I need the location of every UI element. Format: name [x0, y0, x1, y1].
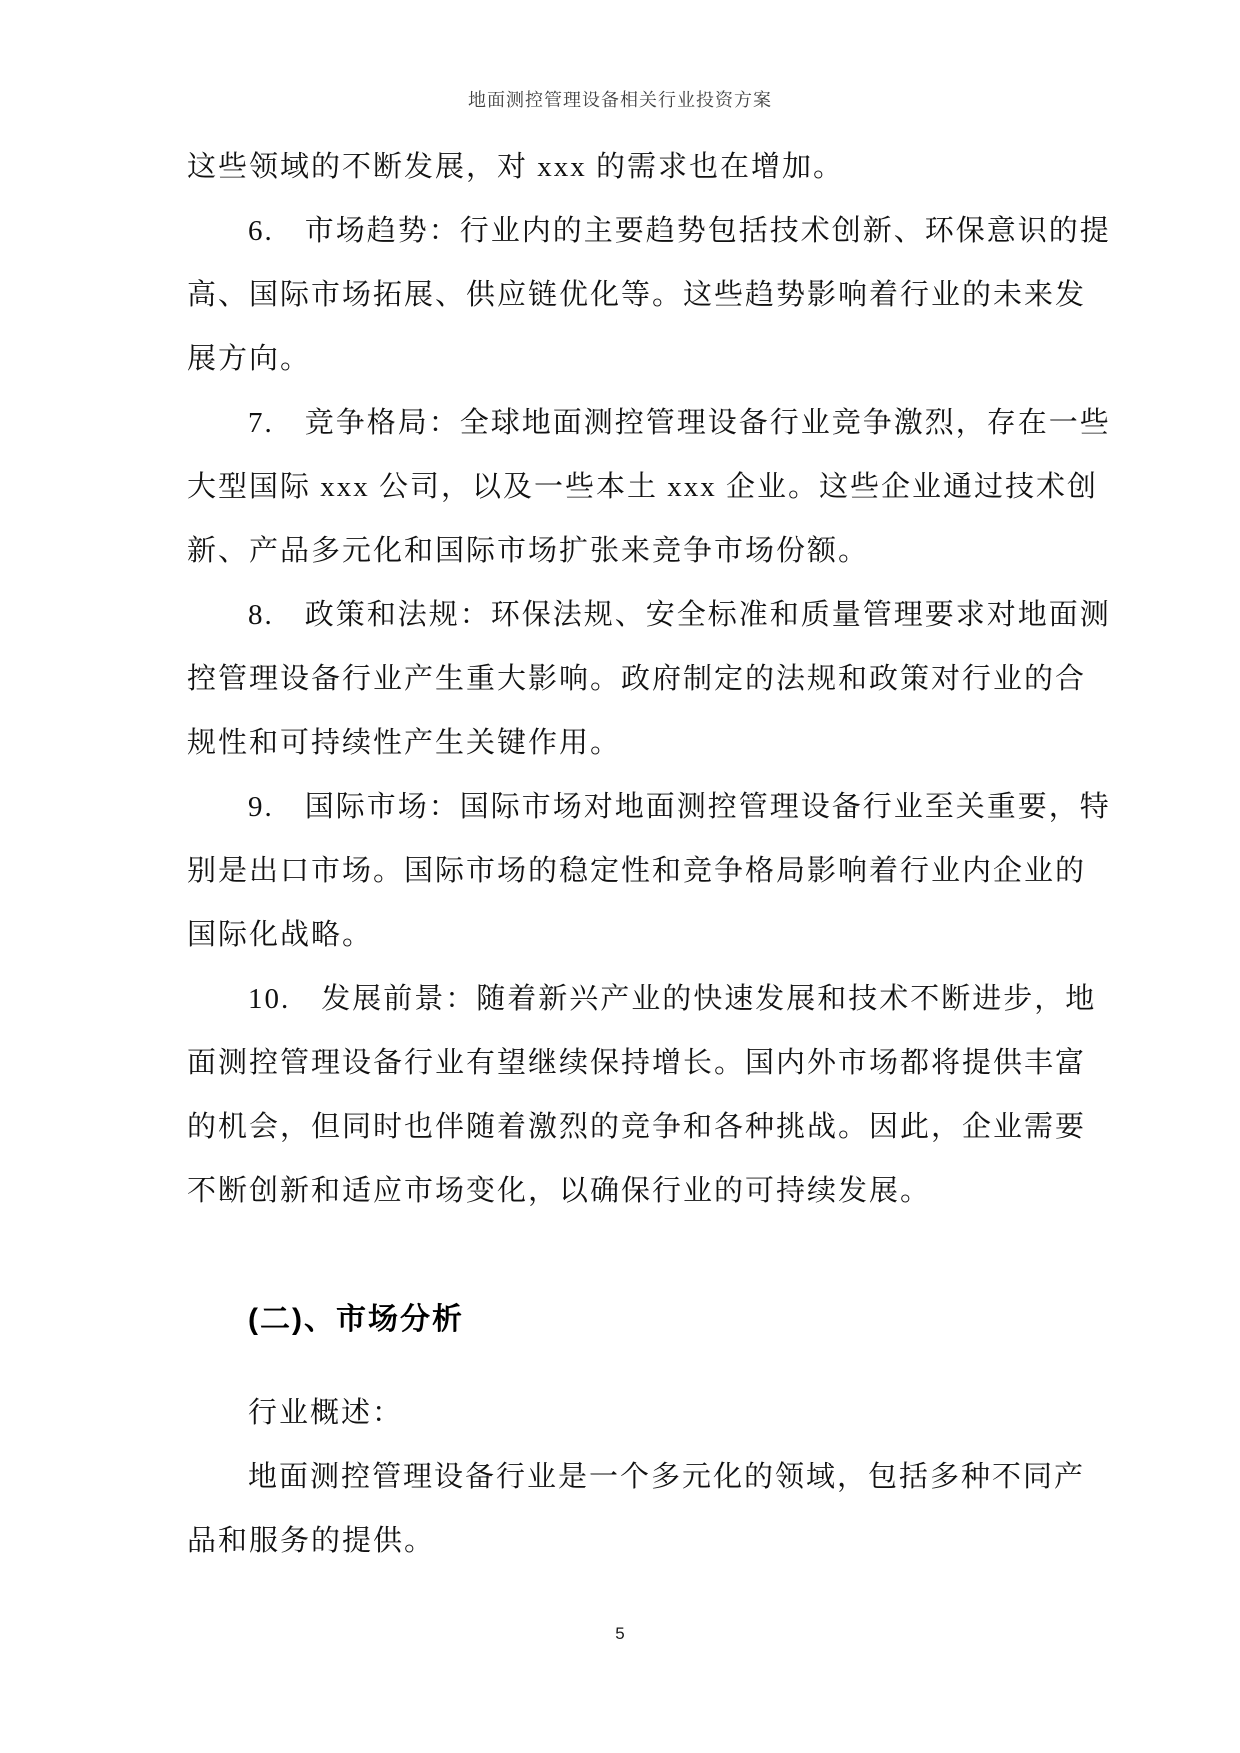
text-line: 别是出口市场。国际市场的稳定性和竞争格局影响着行业内企业的: [187, 855, 1087, 887]
page-header-title: 地面测控管理设备相关行业投资方案: [468, 90, 772, 110]
text-line: 品和服务的提供。: [187, 1525, 436, 1557]
page-number: 5: [615, 1624, 625, 1643]
text-line: 9. 国际市场：国际市场对地面测控管理设备行业至关重要，特: [248, 791, 1111, 823]
text-line: 大型国际 xxx 公司，以及一些本土 xxx 企业。这些企业通过技术创: [187, 471, 1099, 503]
text-line: 控管理设备行业产生重大影响。政府制定的法规和政策对行业的合: [187, 663, 1087, 695]
document-body: [187, 135, 1111, 1573]
text-line: 国际化战略。: [187, 919, 374, 951]
text-line: 不断创新和适应市场变化，以确保行业的可持续发展。: [187, 1175, 932, 1207]
text-line: 展方向。: [187, 343, 312, 375]
text-line: 规性和可持续性产生关键作用。: [187, 727, 622, 759]
text-line: 8. 政策和法规：环保法规、安全标准和质量管理要求对地面测: [248, 599, 1111, 631]
text-line: 的机会，但同时也伴随着激烈的竞争和各种挑战。因此，企业需要: [187, 1111, 1087, 1143]
text-line: 7. 竞争格局：全球地面测控管理设备行业竞争激烈，存在一些: [248, 407, 1111, 439]
text-line: 高、国际市场拓展、供应链优化等。这些趋势影响着行业的未来发: [187, 279, 1087, 311]
text-line: 新、产品多元化和国际市场扩张来竞争市场份额。: [187, 535, 870, 567]
section-heading: (二)、市场分析: [248, 1303, 464, 1336]
text-line: 地面测控管理设备行业是一个多元化的领域，包括多种不同产: [248, 1461, 1086, 1493]
text-line: 行业概述：: [248, 1397, 404, 1429]
text-line: 这些领域的不断发展，对 xxx 的需求也在增加。: [187, 151, 845, 183]
text-line: 面测控管理设备行业有望继续保持增长。国内外市场都将提供丰富: [187, 1047, 1087, 1079]
text-line: 6. 市场趋势：行业内的主要趋势包括技术创新、环保意识的提: [248, 215, 1111, 247]
text-line: 10. 发展前景：随着新兴产业的快速发展和技术不断进步，地: [248, 983, 1097, 1015]
